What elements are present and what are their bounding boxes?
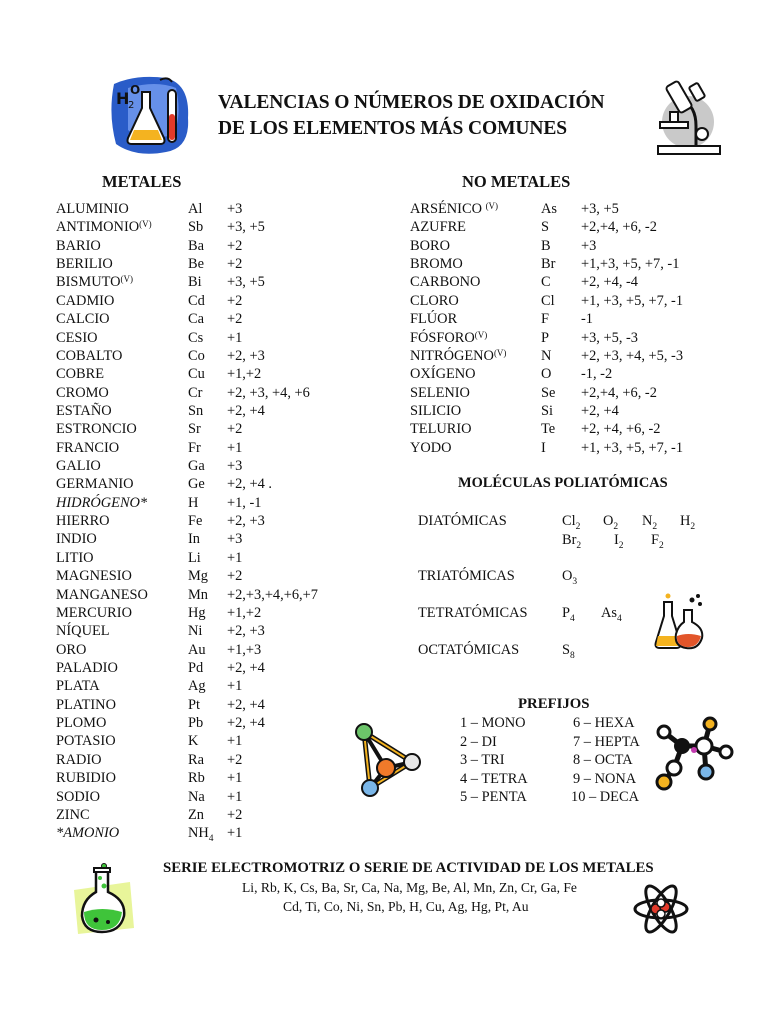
title-line-2: DE LOS ELEMENTOS MÁS COMUNES xyxy=(218,118,567,139)
nonmetal-name: ARSÉNICO $^{(V)}$ xyxy=(410,201,499,217)
metal-valence: +2, +3 xyxy=(227,347,265,364)
metal-valence: +1 xyxy=(227,733,243,750)
metal-valence: +3 xyxy=(227,201,243,217)
metal-row-aluminio xyxy=(56,200,386,218)
nonmetal-row-fosforo xyxy=(410,329,740,347)
molecule-f2: $F_2$ xyxy=(651,532,664,551)
nonmetal-symbol: Se xyxy=(541,384,556,401)
metal-valence: +1 xyxy=(227,329,243,346)
metal-row-antimonio xyxy=(56,218,386,236)
nonmetal-valence: +3, +5 xyxy=(581,201,619,217)
metal-symbol: Be xyxy=(188,256,204,273)
metal-valence: +2 xyxy=(227,311,243,328)
metal-valence: +2, +3 xyxy=(227,623,265,640)
nonmetal-valence: +2, +3, +4, +5, -3 xyxy=(581,347,684,364)
prefijo-item: 6 – HEXA xyxy=(573,715,635,731)
nonmetal-symbol: S xyxy=(541,219,550,236)
metal-row-francio xyxy=(56,439,386,457)
metal-symbol: In xyxy=(188,531,200,548)
metal-row-niquel xyxy=(56,622,386,640)
metal-name: *AMONIO xyxy=(56,825,120,842)
octatomicas-label: OCTATÓMICAS xyxy=(418,642,520,658)
molecule-br2: $Br_2$ xyxy=(562,532,582,551)
metal-symbol: Na xyxy=(188,788,205,805)
nonmetal-valence: -1, -2 xyxy=(581,366,613,383)
metal-symbol: Sn xyxy=(188,402,204,419)
nonmetal-row-silicio xyxy=(410,402,740,420)
metal-name: ZINC xyxy=(56,806,90,823)
nonmetal-symbol: I xyxy=(541,439,546,456)
metal-name: RUBIDIO xyxy=(56,770,116,787)
metal-symbol: $NH_4$ xyxy=(188,825,214,845)
metales-heading: METALES xyxy=(102,172,182,191)
metal-valence: +2 xyxy=(227,421,243,438)
nonmetal-symbol: Br xyxy=(541,256,556,273)
nonmetal-symbol: Te xyxy=(541,421,556,438)
nonmetal-valence: +3 xyxy=(581,237,597,254)
poliatomicas-heading: MOLÉCULAS POLIATÓMICAS xyxy=(458,475,668,491)
metal-valence: +2 xyxy=(227,806,243,823)
metal-symbol: Ba xyxy=(188,237,204,254)
metal-symbol: Zn xyxy=(188,806,204,823)
metal-valence: +2, +4 xyxy=(227,696,265,713)
nonmetal-valence: +2,+4, +6, -2 xyxy=(581,219,657,236)
metal-name: CROMO xyxy=(56,384,109,401)
metal-row-radio xyxy=(56,751,386,769)
metal-row-oro xyxy=(56,641,386,659)
metal-name: ESTRONCIO xyxy=(56,421,137,438)
metal-row-zinc xyxy=(56,806,386,824)
metal-valence: +2, +4 xyxy=(227,715,265,732)
prefijo-item: 2 – DI xyxy=(460,733,497,750)
prefijo-item: 9 – NONA xyxy=(573,770,637,787)
molecule-p4: $P_4$ xyxy=(562,605,575,624)
metal-row-mercurio xyxy=(56,604,386,622)
triatomicas-label: TRIATÓMICAS xyxy=(418,568,515,584)
metal-valence: +1,+3 xyxy=(227,641,262,658)
metal-valence: +1 xyxy=(227,439,243,456)
nonmetal-name: $FÓSFORO^{(V)}$ xyxy=(410,329,488,346)
prefijo-item: 10 – DECA xyxy=(571,789,639,805)
atom-clipart-icon xyxy=(632,878,690,940)
metal-name: $ANTIMONIO^{(V)}$ xyxy=(56,219,152,236)
nonmetal-row-cloro xyxy=(410,292,740,310)
metal-symbol: Fe xyxy=(188,513,203,530)
metal-symbol: Pt xyxy=(188,696,201,713)
nonmetal-row-arsenico xyxy=(410,200,740,218)
metal-symbol: Sr xyxy=(188,421,201,438)
nonmetal-symbol: P xyxy=(541,329,550,346)
nonmetal-row-fluor xyxy=(410,310,740,328)
metal-row-cadmio xyxy=(56,292,386,310)
nonmetal-symbol: O xyxy=(541,366,552,383)
nonmetal-name: OXÍGENO xyxy=(410,366,476,383)
molecule-n2: $N_2$ xyxy=(642,513,658,532)
metal-valence: +3, +5 xyxy=(227,274,265,291)
metal-valence: +2 xyxy=(227,751,243,768)
metal-row-rubidio xyxy=(56,769,386,787)
metal-row-hidrogeno xyxy=(56,494,386,512)
metal-name: FRANCIO xyxy=(56,439,120,456)
nonmetal-row-telurio xyxy=(410,420,740,438)
serie-line-2: Cd, Ti, Co, Ni, Sn, Pb, H, Cu, Ag, Hg, Pt, Au xyxy=(283,899,529,914)
serie-heading: SERIE ELECTROMOTRIZ O SERIE DE ACTIVIDAD DE LOS METALES xyxy=(163,860,654,876)
prefijo-item: 8 – OCTA xyxy=(573,752,633,768)
no-metales-heading: NO METALES xyxy=(462,172,571,191)
metal-valence: +3 xyxy=(227,458,243,475)
diatomicas-label: DIATÓMICAS xyxy=(418,513,507,529)
microscope-clipart-icon xyxy=(652,76,722,158)
metal-symbol: Bi xyxy=(188,274,202,291)
molecule-o3: $O_3$ xyxy=(562,568,578,587)
nonmetal-symbol: Si xyxy=(541,402,554,419)
nonmetal-name: CLORO xyxy=(410,292,459,309)
nonmetal-name: SELENIO xyxy=(410,384,470,401)
nonmetal-name: BROMO xyxy=(410,256,463,273)
nonmetal-valence: +3, +5, -3 xyxy=(581,329,639,346)
metal-name: HIERRO xyxy=(56,513,110,530)
nonmetal-valence: +2, +4, +6, -2 xyxy=(581,421,661,438)
metal-symbol: H xyxy=(188,494,199,511)
nonmetal-row-selenio xyxy=(410,384,740,402)
metal-name: GALIO xyxy=(56,458,101,475)
metal-symbol: Hg xyxy=(188,604,206,621)
metal-symbol: Al xyxy=(188,201,203,217)
metal-name: ALUMINIO xyxy=(56,201,129,217)
metal-name: PLOMO xyxy=(56,715,107,732)
nonmetal-name: $NITRÓGENO^{(V)}$ xyxy=(410,347,507,364)
green-flask-clipart-icon xyxy=(70,862,138,936)
metal-symbol: Sb xyxy=(188,219,204,236)
molecule-s8: $S_8$ xyxy=(562,642,575,661)
metal-row-hierro xyxy=(56,512,386,530)
nonmetal-row-oxigeno xyxy=(410,365,740,383)
metal-name: INDIO xyxy=(56,531,97,548)
metal-name: LITIO xyxy=(56,549,94,566)
metal-valence: +2, +3 xyxy=(227,513,265,530)
nonmetal-row-boro xyxy=(410,237,740,255)
metal-row-manganeso xyxy=(56,586,386,604)
metal-row-plata xyxy=(56,677,386,695)
molecule-triangle-clipart-icon xyxy=(350,718,422,800)
nonmetal-symbol: As xyxy=(541,201,557,217)
molecule-as4: $As_4$ xyxy=(601,605,622,624)
metal-valence: +2, +4 xyxy=(227,660,265,676)
metal-symbol: Ag xyxy=(188,678,206,695)
metal-row-indio xyxy=(56,530,386,548)
nonmetal-valence: -1 xyxy=(581,311,593,328)
metal-name: MAGNESIO xyxy=(56,568,132,585)
prefijo-item: 3 – TRI xyxy=(460,752,505,768)
metal-valence: +2 xyxy=(227,568,243,585)
svg-text:H: H xyxy=(116,89,130,108)
metal-symbol: Ge xyxy=(188,476,205,493)
metal-symbol: Pb xyxy=(188,715,204,732)
metal-symbol: Mg xyxy=(188,568,208,585)
metal-name: COBRE xyxy=(56,366,104,383)
metal-name: HIDRÓGENO* xyxy=(56,494,148,511)
metal-valence: +1, -1 xyxy=(227,494,262,511)
metal-row-magnesio xyxy=(56,567,386,585)
tetratomicas-label: TETRATÓMICAS xyxy=(418,605,528,621)
title-line-1: VALENCIAS O NÚMEROS DE OXIDACIÓN xyxy=(218,92,605,113)
flask-tube-clipart-icon xyxy=(106,74,192,158)
prefijo-item: 1 – MONO xyxy=(460,715,526,731)
metal-valence: +1 xyxy=(227,678,243,695)
molecule-clipart-icon xyxy=(652,712,736,792)
metal-valence: +3 xyxy=(227,531,243,548)
molecule-cl2: $Cl_2$ xyxy=(562,513,581,532)
nonmetal-row-nitrogeno xyxy=(410,347,740,365)
nonmetal-row-azufre xyxy=(410,218,740,236)
metal-valence: +2 xyxy=(227,256,243,273)
svg-text:2: 2 xyxy=(128,100,135,111)
metal-name: $BISMUTO^{(V)}$ xyxy=(56,274,134,291)
metal-row-estano xyxy=(56,402,386,420)
metal-row-bismuto xyxy=(56,273,386,291)
molecule-h2: $H_2$ xyxy=(680,513,696,532)
nonmetal-name: TELURIO xyxy=(410,421,472,438)
metal-row-calcio xyxy=(56,310,386,328)
metal-row-bario xyxy=(56,237,386,255)
metal-row-platino xyxy=(56,696,386,714)
metal-row-estroncio xyxy=(56,420,386,438)
metal-valence: +2,+3,+4,+6,+7 xyxy=(227,586,318,603)
metal-symbol: Fr xyxy=(188,439,201,456)
serie-line-1: Li, Rb, K, Cs, Ba, Sr, Ca, Na, Mg, Be, Al, Mn, Zn, Cr, Ga, Fe xyxy=(242,880,577,895)
nonmetal-name: CARBONO xyxy=(410,274,481,291)
metal-symbol: Cd xyxy=(188,292,205,309)
nonmetal-name: BORO xyxy=(410,237,450,254)
metal-valence: +1 xyxy=(227,788,243,805)
metal-name: CALCIO xyxy=(56,311,110,328)
metal-valence: +2, +3, +4, +6 xyxy=(227,384,310,401)
metal-symbol: Co xyxy=(188,347,205,364)
metal-row-sodio xyxy=(56,788,386,806)
metal-valence: +1,+2 xyxy=(227,366,262,383)
metal-name: COBALTO xyxy=(56,347,123,364)
metal-valence: +3, +5 xyxy=(227,219,265,236)
metal-name: POTASIO xyxy=(56,733,116,750)
nonmetal-symbol: F xyxy=(541,311,550,328)
prefijo-item: 4 – TETRA xyxy=(460,770,528,787)
metal-valence: +1,+2 xyxy=(227,604,262,621)
metal-valence: +2 xyxy=(227,292,243,309)
metal-row-litio xyxy=(56,549,386,567)
metal-name: ESTAÑO xyxy=(56,402,112,419)
prefijo-item: 7 – HEPTA xyxy=(573,733,640,750)
metal-symbol: Cs xyxy=(188,329,204,346)
nonmetal-symbol: B xyxy=(541,237,551,254)
svg-text:O: O xyxy=(130,83,141,97)
nonmetal-valence: +1, +3, +5, +7, -1 xyxy=(581,439,684,456)
metal-symbol: Cr xyxy=(188,384,203,401)
metal-row-berilio xyxy=(56,255,386,273)
nonmetal-name: AZUFRE xyxy=(410,219,466,236)
metal-row-cesio xyxy=(56,329,386,347)
metal-row-cobre xyxy=(56,365,386,383)
metal-valence: +2, +4 xyxy=(227,402,265,419)
metal-row-potasio xyxy=(56,732,386,750)
nonmetal-valence: +1,+3, +5, +7, -1 xyxy=(581,256,680,273)
metal-name: BERILIO xyxy=(56,256,113,273)
metal-valence: +1 xyxy=(227,770,243,787)
metal-symbol: Ga xyxy=(188,458,205,475)
metal-row-cromo xyxy=(56,384,386,402)
nonmetal-name: FLÚOR xyxy=(410,311,458,328)
nonmetal-name: YODO xyxy=(410,439,452,456)
metal-name: PALADIO xyxy=(56,660,118,676)
metal-row-germanio xyxy=(56,475,386,493)
metal-symbol: Rb xyxy=(188,770,205,787)
metal-symbol: Li xyxy=(188,549,201,566)
metal-valence: +1 xyxy=(227,549,243,566)
nonmetal-valence: +2, +4 xyxy=(581,402,619,419)
metal-symbol: Mn xyxy=(188,586,208,603)
metal-name: GERMANIO xyxy=(56,476,134,493)
metal-name: CESIO xyxy=(56,329,98,346)
metal-name: BARIO xyxy=(56,237,101,254)
metal-symbol: Ni xyxy=(188,623,203,640)
metal-valence: +2, +4 . xyxy=(227,476,273,493)
metal-row-cobalto xyxy=(56,347,386,365)
molecule-o2: $O_2$ xyxy=(603,513,619,532)
metal-name: PLATINO xyxy=(56,696,116,713)
metal-valence: +2 xyxy=(227,237,243,254)
nonmetal-valence: +2, +4, -4 xyxy=(581,274,639,291)
nonmetal-symbol: Cl xyxy=(541,292,555,309)
nonmetal-valence: +1, +3, +5, +7, -1 xyxy=(581,292,684,309)
page-title xyxy=(218,90,638,142)
metal-row-amonio xyxy=(56,824,386,845)
metal-name: PLATA xyxy=(56,678,100,695)
metal-symbol: K xyxy=(188,733,199,750)
nonmetal-symbol: N xyxy=(541,347,552,364)
metal-name: MERCURIO xyxy=(56,604,132,621)
metal-name: NÍQUEL xyxy=(56,623,110,640)
metal-name: MANGANESO xyxy=(56,586,148,603)
metal-symbol: Cu xyxy=(188,366,205,383)
metal-name: SODIO xyxy=(56,788,100,805)
nonmetal-row-carbono xyxy=(410,273,740,291)
flasks-clipart-icon xyxy=(654,592,706,652)
metal-symbol: Ca xyxy=(188,311,204,328)
metal-symbol: Au xyxy=(188,641,206,658)
molecule-i2: $I_2$ xyxy=(614,532,624,551)
metal-row-plomo xyxy=(56,714,386,732)
metal-symbol: Ra xyxy=(188,751,204,768)
metal-valence: +1 xyxy=(227,825,243,842)
metal-symbol: Pd xyxy=(188,660,204,676)
metal-name: CADMIO xyxy=(56,292,115,309)
metal-row-galio xyxy=(56,457,386,475)
prefijos-heading: PREFIJOS xyxy=(518,696,590,712)
metal-name: RADIO xyxy=(56,751,102,768)
nonmetal-valence: +2,+4, +6, -2 xyxy=(581,384,657,401)
nonmetal-name: SILICIO xyxy=(410,402,462,419)
metal-row-paladio xyxy=(56,659,386,677)
metal-name: ORO xyxy=(56,641,87,658)
nonmetal-row-bromo xyxy=(410,255,740,273)
prefijo-item: 5 – PENTA xyxy=(460,789,527,805)
nonmetal-row-yodo xyxy=(410,439,740,457)
nonmetal-symbol: C xyxy=(541,274,551,291)
